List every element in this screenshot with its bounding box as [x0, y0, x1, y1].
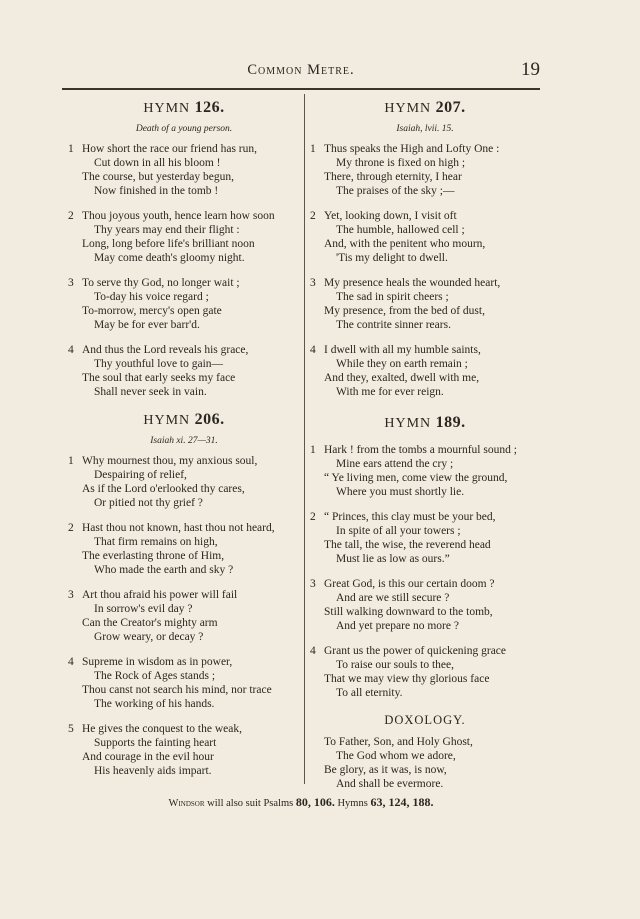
- stanza: [308, 343, 542, 399]
- hymn-207: [308, 98, 542, 399]
- hymn-heading: [308, 98, 542, 118]
- verse-line: “ Ye living men, come view the ground,: [324, 472, 508, 484]
- verse-line: And are we still secure ?: [336, 592, 450, 604]
- verse-line: His heavenly aids impart.: [94, 765, 212, 777]
- verse-line: To Father, Son, and Holy Ghost,: [324, 736, 473, 748]
- hymn-number: 207.: [435, 99, 466, 116]
- doxology: [308, 711, 542, 791]
- tune-name: Windsor: [168, 798, 205, 809]
- verse-line: The contrite sinner rears.: [336, 319, 451, 331]
- verse-line: My throne is fixed on high ;: [336, 157, 466, 169]
- verse-line: Long, long before life's brilliant noon: [82, 238, 255, 250]
- hymn-206: [66, 410, 302, 778]
- verse-line: To serve thy God, no longer wait ;: [82, 277, 240, 289]
- verse-number: 3: [310, 578, 316, 590]
- verse-line: To raise our souls to thee,: [336, 659, 455, 671]
- verse-line: Must lie as low as ours.”: [336, 553, 450, 565]
- verse-line: Hark ! from the tombs a mournful sound ;: [324, 444, 517, 456]
- hymn-subtitle: Isaiah, lvii. 15.: [396, 124, 454, 134]
- hymn-numbers: 63, 124, 188.: [370, 795, 434, 809]
- verse-line: My presence, from the bed of dust,: [324, 305, 485, 317]
- stanza: [308, 276, 542, 332]
- verse-line: And they, exalted, dwell with me,: [324, 372, 480, 384]
- verse-line: “ Princes, this clay must be your bed,: [324, 511, 496, 523]
- verse-line: May be for ever barr'd.: [94, 319, 200, 331]
- stanza: [66, 209, 302, 265]
- verse-line: To all eternity.: [336, 687, 403, 699]
- verse-line: That we may view thy glorious face: [324, 673, 490, 685]
- verse-number: 2: [310, 511, 316, 523]
- verse-line: 'Tis my delight to dwell.: [336, 252, 448, 264]
- verse-line: Be glory, as it was, is now,: [324, 764, 447, 776]
- verse-line: Or pitied not thy grief ?: [94, 497, 203, 509]
- verse-number: 4: [68, 344, 74, 356]
- verse-line: Art thou afraid his power will fail: [82, 589, 238, 601]
- hymn-label: HYMN: [143, 101, 191, 116]
- verse-line: Now finished in the tomb !: [94, 185, 219, 197]
- hymn-label: HYMN: [384, 416, 432, 431]
- hymn-number: 206.: [194, 411, 225, 428]
- stanza: [308, 577, 542, 633]
- verse-line: Thy youthful love to gain—: [94, 358, 224, 370]
- verse-number: 3: [68, 589, 74, 601]
- footer-note: [62, 795, 540, 810]
- verse-line: Hast thou not known, hast thou not heard,: [82, 522, 275, 534]
- page-header: [62, 60, 540, 86]
- left-column: [66, 98, 302, 789]
- header-rule: [62, 88, 540, 90]
- verse-number: 2: [310, 210, 316, 222]
- verse-line: That firm remains on high,: [94, 536, 218, 548]
- hymn-189: [308, 413, 542, 700]
- stanza: [66, 655, 302, 711]
- hymn-number: 189.: [435, 414, 466, 431]
- verse-line: Great God, is this our certain doom ?: [324, 578, 495, 590]
- verse-line: To-day his voice regard ;: [94, 291, 209, 303]
- stanza: [66, 343, 302, 399]
- hymn-heading: [308, 413, 542, 433]
- verse-line: Why mournest thou, my anxious soul,: [82, 455, 258, 467]
- right-column: [308, 98, 542, 791]
- verse-line: The course, but yesterday begun,: [82, 171, 235, 183]
- verse-line: And thus the Lord reveals his grace,: [82, 344, 249, 356]
- verse-number: 1: [68, 455, 74, 467]
- verse-line: The Rock of Ages stands ;: [94, 670, 216, 682]
- verse-line: To-morrow, mercy's open gate: [82, 305, 222, 317]
- stanza: [308, 510, 542, 566]
- stanza: [66, 521, 302, 577]
- verse-line: Shall never seek in vain.: [94, 386, 207, 398]
- psalm-numbers: 80, 106.: [295, 795, 335, 809]
- verse-line: Thou joyous youth, hence learn how soon: [82, 210, 275, 222]
- verse-line: How short the race our friend has run,: [82, 143, 257, 155]
- verse-line: Can the Creator's mighty arm: [82, 617, 218, 629]
- verse-line: The humble, hallowed cell ;: [336, 224, 465, 236]
- verse-number: 3: [310, 277, 316, 289]
- verse-number: 4: [68, 656, 74, 668]
- verse-line: Supports the fainting heart: [94, 737, 217, 749]
- verse-line: The praises of the sky ;—: [336, 185, 455, 197]
- verse-number: 3: [68, 277, 74, 289]
- verse-line: With me for ever reign.: [336, 386, 444, 398]
- hymn-label: HYMN: [384, 101, 432, 116]
- verse-number: 2: [68, 522, 74, 534]
- stanza: [66, 276, 302, 332]
- hymn-number: 126.: [194, 99, 225, 116]
- verse-line: Thy years may end their flight :: [94, 224, 240, 236]
- footer-text: Hymns: [337, 798, 368, 809]
- verse-line: Yet, looking down, I visit oft: [324, 210, 457, 222]
- verse-line: Cut down in all his bloom !: [94, 157, 221, 169]
- verse-line: Thou canst not search his mind, nor trace: [82, 684, 272, 696]
- verse-line: Mine ears attend the cry ;: [336, 458, 454, 470]
- verse-number: 1: [310, 143, 316, 155]
- running-title: Common Metre.: [247, 62, 355, 78]
- verse-line: Where you must shortly lie.: [336, 486, 465, 498]
- footer-text: will also suit Psalms: [207, 798, 294, 809]
- verse-line: And yet prepare no more ?: [336, 620, 459, 632]
- stanza: [66, 722, 302, 778]
- verse-line: May come death's gloomy night.: [94, 252, 245, 264]
- stanza: [66, 454, 302, 510]
- verse-line: The God whom we adore,: [336, 750, 456, 762]
- column-divider: [304, 94, 305, 784]
- verse-line: Grow weary, or decay ?: [94, 631, 204, 643]
- verse-number: 4: [310, 344, 316, 356]
- verse-line: The tall, the wise, the reverend head: [324, 539, 491, 551]
- verse-number: 1: [68, 143, 74, 155]
- stanza: [308, 142, 542, 198]
- hymn-subtitle: Death of a young person.: [135, 124, 233, 134]
- verse-number: 5: [68, 723, 74, 735]
- verse-line: My presence heals the wounded heart,: [324, 277, 501, 289]
- hymn-heading: [66, 98, 302, 118]
- stanza: [308, 644, 542, 700]
- doxology-title: DOXOLOGY.: [384, 713, 466, 727]
- stanza: [66, 588, 302, 644]
- verse-line: The soul that early seeks my face: [82, 372, 236, 384]
- verse-line: And shall be evermore.: [336, 778, 444, 790]
- verse-line: Still walking downward to the tomb,: [324, 606, 493, 618]
- verse-line: Who made the earth and sky ?: [94, 564, 234, 576]
- verse-line: And, with the penitent who mourn,: [324, 238, 486, 250]
- verse-line: Thus speaks the High and Lofty One :: [324, 143, 500, 155]
- verse-line: I dwell with all my humble saints,: [324, 344, 481, 356]
- stanza: [308, 443, 542, 499]
- hymn-heading: [66, 410, 302, 430]
- verse-line: Supreme in wisdom as in power,: [82, 656, 233, 668]
- verse-line: As if the Lord o'erlooked thy cares,: [82, 483, 245, 495]
- hymn-label: HYMN: [143, 413, 191, 428]
- verse-line: Despairing of relief,: [94, 469, 187, 481]
- page-number: 19: [521, 59, 540, 80]
- stanza: [66, 142, 302, 198]
- verse-line: The everlasting throne of Him,: [82, 550, 225, 562]
- verse-line: While they on earth remain ;: [336, 358, 468, 370]
- verse-number: 2: [68, 210, 74, 222]
- verse-line: The sad in spirit cheers ;: [336, 291, 449, 303]
- verse-line: There, through eternity, I hear: [324, 171, 462, 183]
- verse-line: In sorrow's evil day ?: [94, 603, 193, 615]
- hymn-subtitle: Isaiah xi. 27—31.: [150, 436, 218, 446]
- hymn-126: [66, 98, 302, 399]
- verse-number: 4: [310, 645, 316, 657]
- verse-line: In spite of all your towers ;: [336, 525, 461, 537]
- verse-line: He gives the conquest to the weak,: [82, 723, 242, 735]
- verse-line: And courage in the evil hour: [82, 751, 214, 763]
- verse-line: Grant us the power of quickening grace: [324, 645, 507, 657]
- verse-number: 1: [310, 444, 316, 456]
- verse-line: The working of his hands.: [94, 698, 215, 710]
- stanza: [308, 209, 542, 265]
